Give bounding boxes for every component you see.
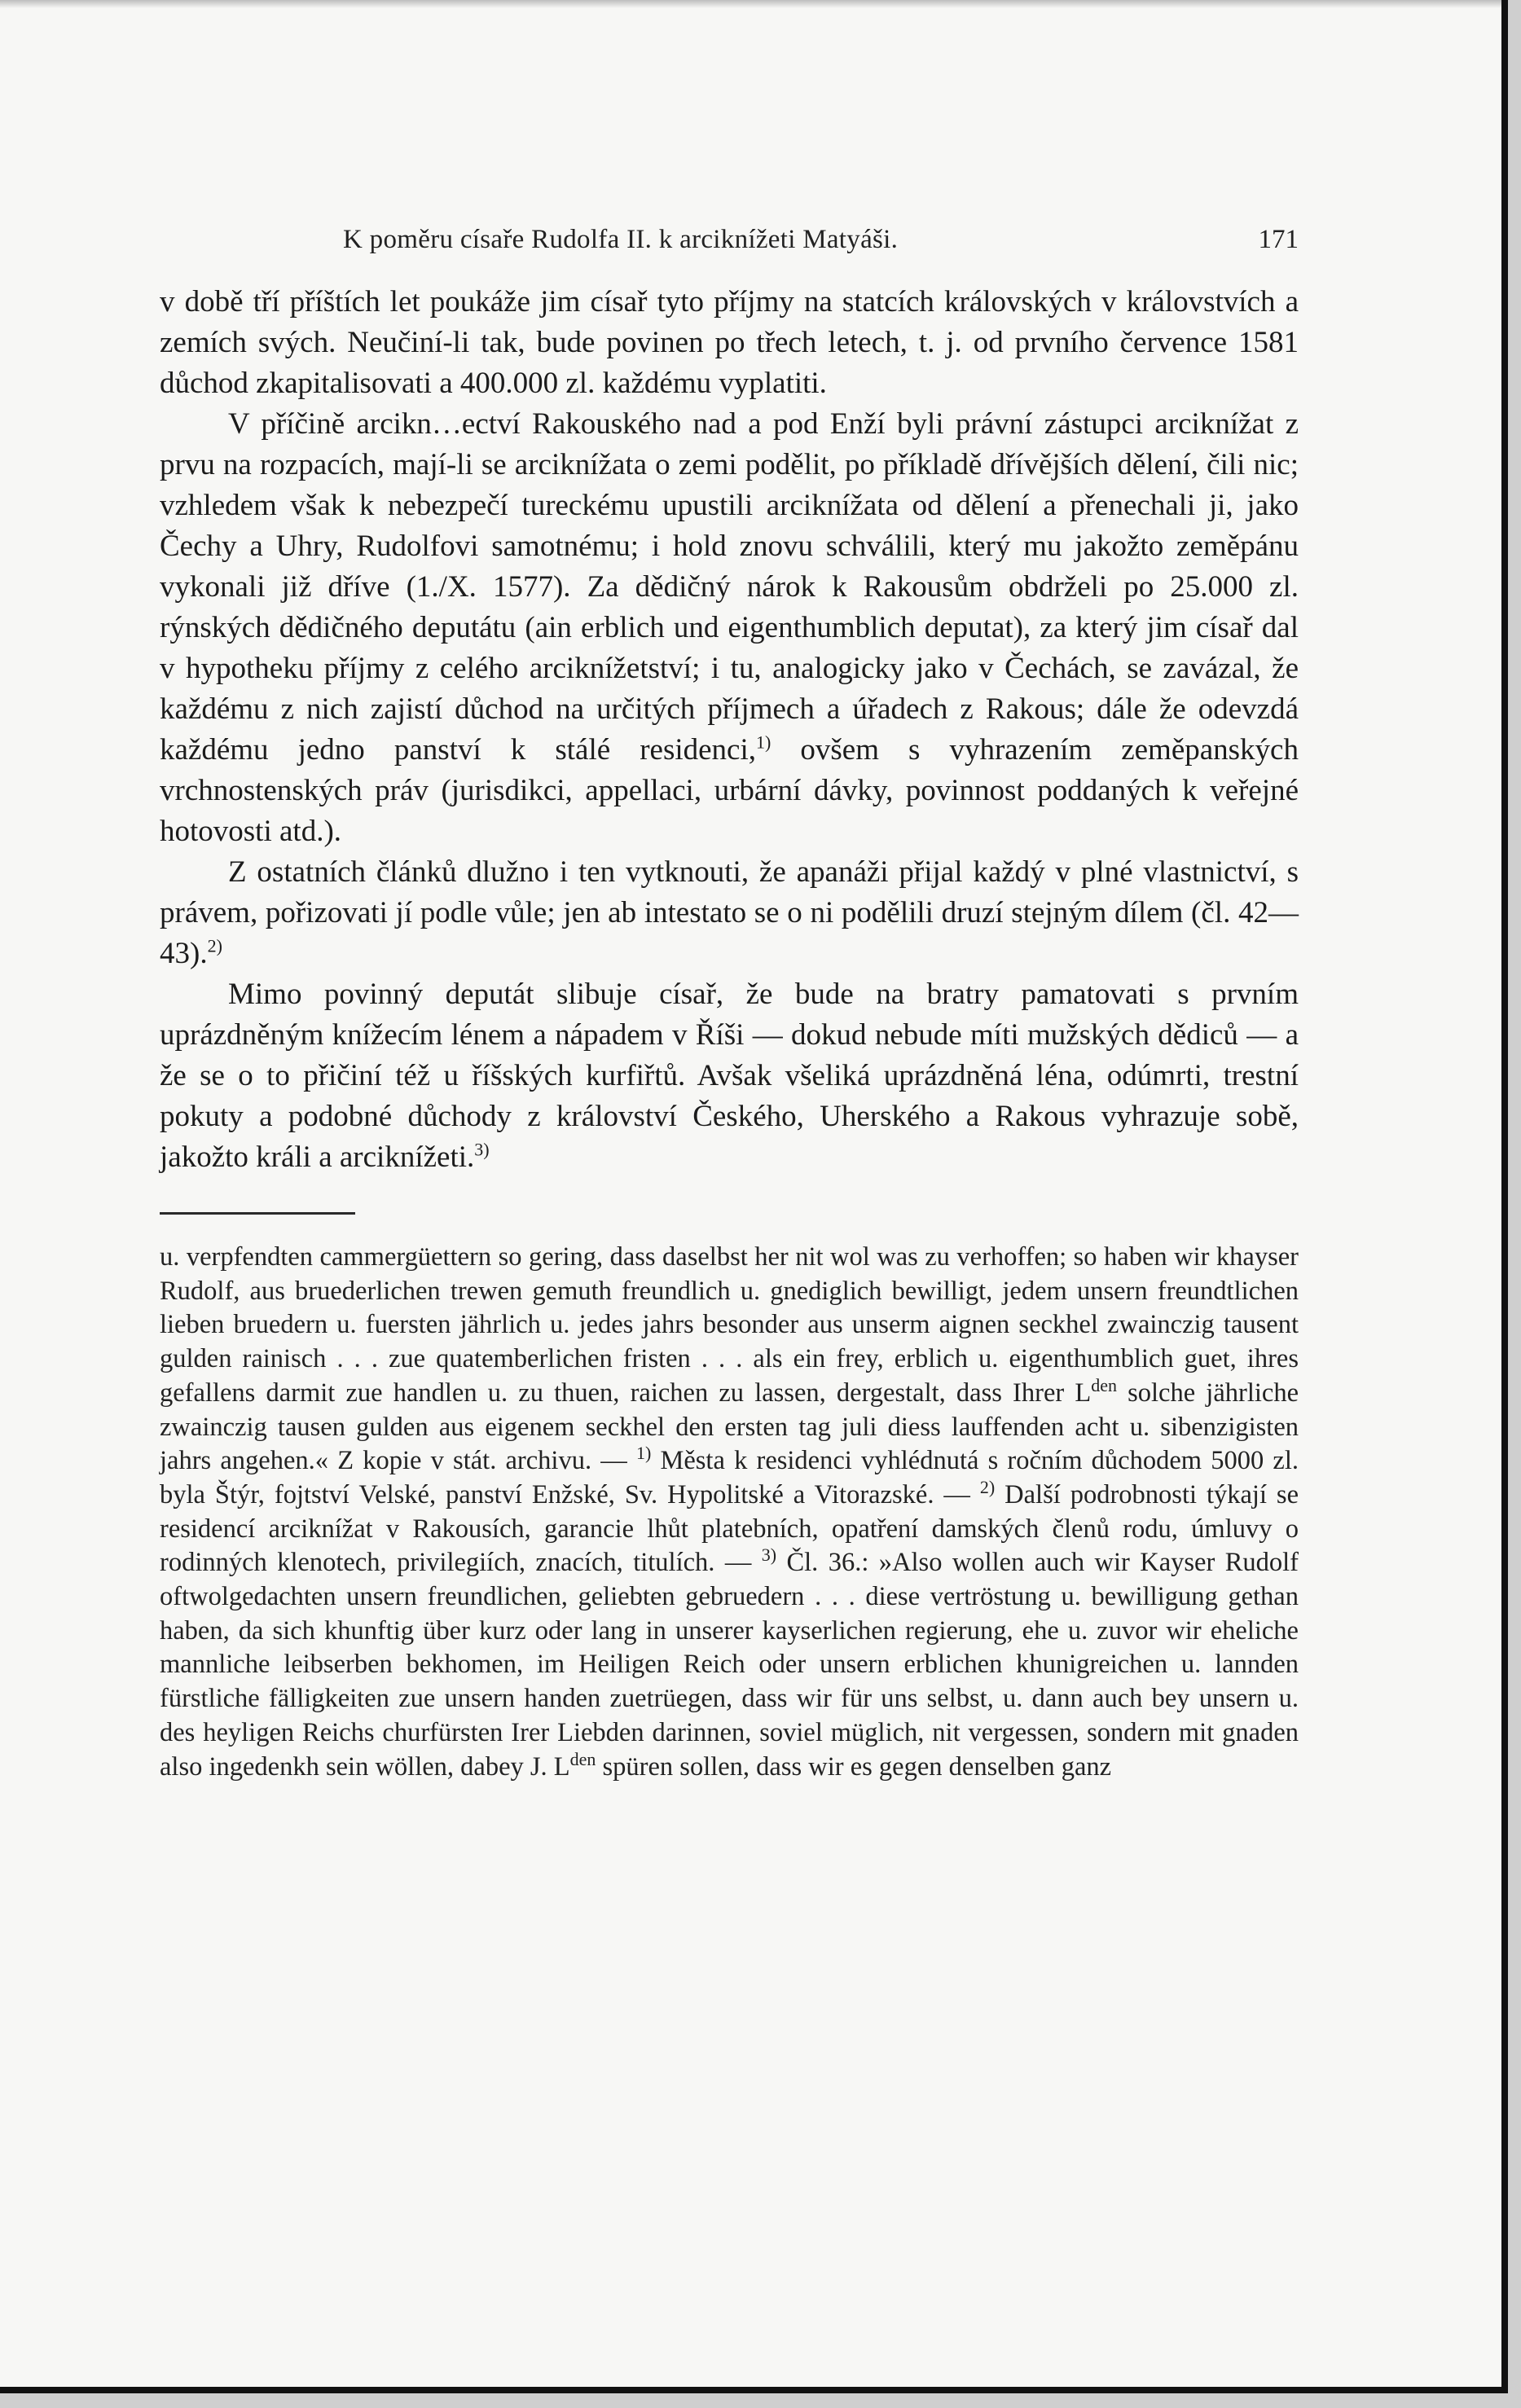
- paragraph-2: [160, 404, 1299, 852]
- footnote-text-4: Další podrobnosti týkají se residencí arciknížat v Rakousích, garancie lhůt platebních, opatření damských členů rodu, úmluvy o rodinných klenotech, privilegiích, znacích, titulích. —: [160, 1479, 1299, 1578]
- paragraph-2-tail: ovšem s vyhrazením zeměpanských vrchnostenských práv (jurisdikci, appellaci, urbární dávky, povinnost poddaných k veřejné hotovosti atd.).: [160, 733, 1299, 848]
- page-content: [160, 225, 1299, 1784]
- paragraph-1: [160, 282, 1299, 404]
- footnote-ref-2: 2): [207, 935, 222, 956]
- footnote-text-1: u. verpfendten cammergüettern so gering, dass daselbst her nit wol was zu verhoffen; so haben wir khayser Rudolf, aus bruederlichen trewen gemuth freundlich u. gnediglich bewilligt, jedem unsern freundtlichen lieben bruedern u. fuersten jährlich u. jedes jahrs besonder aus unserm aignen seckhel zwainczig tausent gulden rainisch . . . zue quatemberlichen fristen . . . als ein frey, erblich u. eigenthumblich guet, ihres gefallens darmit zue handlen u. zu thuen, raichen zu lassen, dergestalt, dass Ihrer L: [160, 1242, 1299, 1408]
- footnote-text-6: spüren sollen, dass wir es gegen denselben ganz: [596, 1751, 1112, 1782]
- footnote-ref-3: 3): [474, 1139, 490, 1160]
- page-number: 171: [1258, 225, 1299, 254]
- main-text: [160, 282, 1299, 1178]
- footnote-text-3: Města k residenci vyhlédnutá s ročním důchodem 5000 zl. byla Štýr, fojtství Velské, panství Enžské, Sv. Hypolitské a Vitorazské. —: [160, 1446, 1299, 1509]
- footnote-text-2: solche jährliche zwainczig tausen gulden aus eigenem seckhel den ersten tag juli diess lauffenden acht u. sibenzigisten jahrs angehen.« Z kopie v stát. archivu. —: [160, 1378, 1299, 1476]
- den-superscript-1: den: [1091, 1374, 1117, 1395]
- footnote-marker-2: 2): [979, 1477, 996, 1498]
- den-superscript-2: den: [569, 1748, 596, 1769]
- footnotes: [160, 1241, 1299, 1784]
- footnote-marker-1: 1): [635, 1443, 652, 1464]
- footnote-block: [160, 1241, 1299, 1784]
- footnote-marker-3: 3): [761, 1545, 777, 1566]
- running-title: K poměru císaře Rudolfa II. k arciknížeti Matyáši.: [343, 225, 899, 254]
- paragraph-3-text: Z ostatních článků dlužno i ten vytknouti, že apanáži přijal každý v plné vlastnictví, s právem, pořizovati jí podle vůle; jen ab intestato se o ni podělili druzí stejným dílem (čl. 42—43).: [160, 855, 1299, 970]
- footnote-ref-1: 1): [756, 732, 771, 753]
- page-header: [160, 225, 1299, 266]
- paragraph-2-text: V příčině arcikn…ectví Rakouského nad a pod Enží byli právní zástupci arciknížat z prvu na rozpacích, mají-li se arciknížata o zemi podělit, po příkladě dřívějších dělení, čili nic; vzhledem však k nebezpečí tureckému upustili arciknížata od dělení a přenechali ji, jako Čechy a Uhry, Rudolfovi samotnému; i hold znovu schválili, který mu jakožto zeměpánu vykonali již dříve (1./X. 1577). Za dědičný nárok k Rakousům obdrželi po 25.000 zl. rýnských dědičného deputátu (ain erblich und eigenthumblich deputat), za který jim císař dal v hypotheku příjmy z celého arciknížetství; i tu, analogicky jako v Čechách, se zavázal, že každému z nich zajistí důchod na určitých příjmech a úřadech z Rakous; dále že odevzdá každému jedno panství k stálé residenci,: [160, 407, 1299, 767]
- paragraph-4-text: Mimo povinný deputát slibuje císař, že bude na bratry pamatovati s prvním uprázdněným knížecím lénem a nápadem v Říši — dokud nebude míti mužských dědiců — a že se o to přičiní též u říšských kurfiřtů. Avšak všeliká uprázdněná léna, odúmrti, trestní pokuty a podobné důchody z království Českého, Uherského a Rakous vyhrazuje sobě, jakožto králi a arciknížeti.: [160, 978, 1299, 1174]
- footnote-separator: [160, 1212, 355, 1215]
- paragraph-1-text: v době tří příštích let poukáže jim císař tyto příjmy na statcích královských v královstvích a zemích svých. Neučiní-li tak, bude povinen po třech letech, t. j. od prvního července 1581 důchod zkapitalisovati a 400.000 zl. každému vyplatiti.: [160, 285, 1299, 400]
- paragraph-3: [160, 852, 1299, 974]
- footnote-text-5: Čl. 36.: »Also wollen auch wir Kayser Rudolf oftwolgedachten unsern freundlichen, geliebten gebruedern . . . diese vertröstung u. bewilligung gethan haben, da sich khunftig über kurz oder lang in unserer kayserlichen regierung, ehe u. zuvor wir eheliche mannliche leibserben bekhomen, im Heiligen Reich oder unsern erblichen khunigreichen u. lannden fürstliche fälligkeiten zue unsern handen zuetrüegen, dass wir für uns selbst, u. dann auch bey unsern u. des heyligen Reichs churfürsten Irer Liebden darinnen, soviel müglich, nit vergessen, sondern mit gnaden also ingedenkh sein wöllen, dabey J. L: [160, 1548, 1299, 1782]
- paragraph-4: [160, 974, 1299, 1178]
